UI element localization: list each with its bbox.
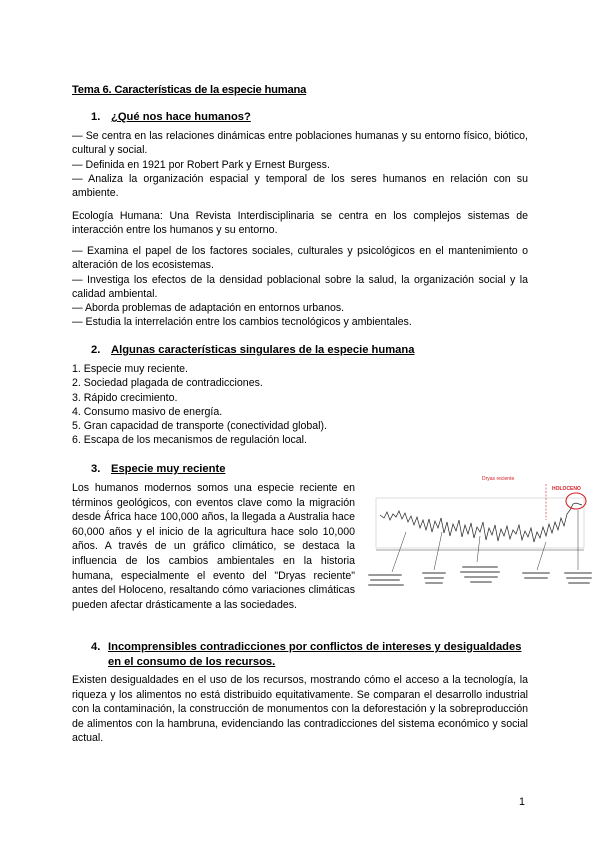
- annotation-text-block: [524, 577, 548, 579]
- annotation-text-block: [368, 574, 402, 576]
- holocene-label: HOLOCENO: [552, 486, 581, 492]
- annotation-text-block: [370, 579, 400, 581]
- section-3-paragraph: Los humanos modernos somos una especie reciente en términos geológicos, con eventos clave como la migración desde África hace 100,000 años, la llegada a Australia hace 60,000 años y el inicio de la agricultura hace solo 10,000 años. A través de un gráfico climático, se destaca la influencia de los cambios ambientales en la historia humana, especialmente el evento del "Dryas reciente" antes del Holoceno, resaltando cómo variaciones climáticas pueden afectar drásticamente a las sociedades.: [72, 482, 355, 611]
- annotation-text-block: [564, 572, 592, 574]
- page-number: 1: [519, 796, 525, 808]
- annotation-text-block: [522, 572, 550, 574]
- annotation-text-block: [470, 581, 492, 583]
- annotation-text-block: [460, 571, 500, 573]
- bullet-item: — Aborda problemas de adaptación en entornos urbanos.: [72, 302, 345, 315]
- list-item: 4. Consumo masivo de energía.: [72, 405, 223, 418]
- section-1-number: 1.: [91, 111, 101, 123]
- section-2-heading: [91, 344, 414, 356]
- list-item: 2. Sociedad plagada de contradicciones.: [72, 377, 263, 390]
- annotation-text-block: [568, 582, 590, 584]
- section-1-bullets: [72, 129, 528, 200]
- bullet-item: — Investiga los efectos de la densidad poblacional sobre la salud, la organización social y la calidad ambiental.: [72, 273, 528, 300]
- section-1-heading: [91, 111, 251, 123]
- section-3-title: Especie muy reciente: [111, 463, 226, 475]
- section-2-number: 2.: [91, 344, 101, 356]
- annotation-text-block: [566, 577, 592, 579]
- list-item: 1. Especie muy reciente.: [72, 363, 188, 375]
- section-2-title: Algunas características singulares de la especie humana: [111, 344, 415, 356]
- plot-frame: [376, 498, 584, 548]
- annotation-text-block: [462, 566, 498, 568]
- bullet-item: — Analiza la organización espacial y temporal de los seres humanos en relación con su ambiente.: [72, 172, 528, 200]
- climate-chart-figure: [362, 470, 594, 596]
- bullet-item: — Se centra en las relaciones dinámicas entre poblaciones humanas y su entorno físico, biótico, cultural y social.: [72, 130, 528, 157]
- journal-bullets: [72, 244, 528, 330]
- section-4-title: Incomprensibles contradicciones por conflictos de intereses y desigualdades en el consumo de los recursos.: [108, 641, 522, 668]
- annotation-text-blocks: [368, 566, 592, 586]
- bullet-item: — Examina el papel de los factores sociales, culturales y psicológicos en el mantenimiento o alteración de los ecosistemas.: [72, 245, 528, 272]
- annotation-text-block: [424, 577, 444, 579]
- annotation-text-block: [464, 576, 498, 578]
- annotation-text-block: [368, 584, 404, 586]
- section-3-number: 3.: [91, 463, 101, 475]
- list-item: 5. Gran capacidad de transporte (conectividad global).: [72, 420, 327, 433]
- bullet-item: — Definida en 1921 por Robert Park y Ernest Burgess.: [72, 158, 330, 171]
- section-4-number: 4.: [91, 641, 101, 653]
- section-4-heading: [91, 640, 531, 670]
- climate-chart-svg: [362, 470, 594, 596]
- journal-intro: Ecología Humana: Una Revista Interdisciplinaria se centra en los complejos sistemas de interacción entre los humanos y su entorno.: [72, 210, 528, 237]
- bullet-item: — Estudia la interrelación entre los cambios tecnológicos y ambientales.: [72, 316, 412, 329]
- annotation-text-block: [422, 572, 446, 574]
- section-4-paragraph: Existen desigualdades en el uso de los recursos, mostrando cómo el acceso a la tecnología, la riqueza y los alimentos no está distribuido equitativamente. Se comparan el desarrollo industrial con la contaminación, la construcción de monumentos con la deforestación y la sobreproducción de alimentos con la hambruna, evidenciando las contradicciones del sistema económico y social actual.: [72, 674, 528, 745]
- section-2-list: [72, 362, 528, 448]
- list-item: 3. Rápido crecimiento.: [72, 391, 178, 404]
- dryas-label: Dryas reciente: [482, 476, 515, 482]
- section-1-title: ¿Qué nos hace humanos?: [111, 111, 251, 123]
- section-3-heading: [91, 463, 225, 475]
- annotation-text-block: [425, 582, 443, 584]
- list-item: 6. Escapa de los mecanismos de regulación local.: [72, 434, 307, 447]
- page-title: Tema 6. Características de la especie humana: [72, 84, 307, 96]
